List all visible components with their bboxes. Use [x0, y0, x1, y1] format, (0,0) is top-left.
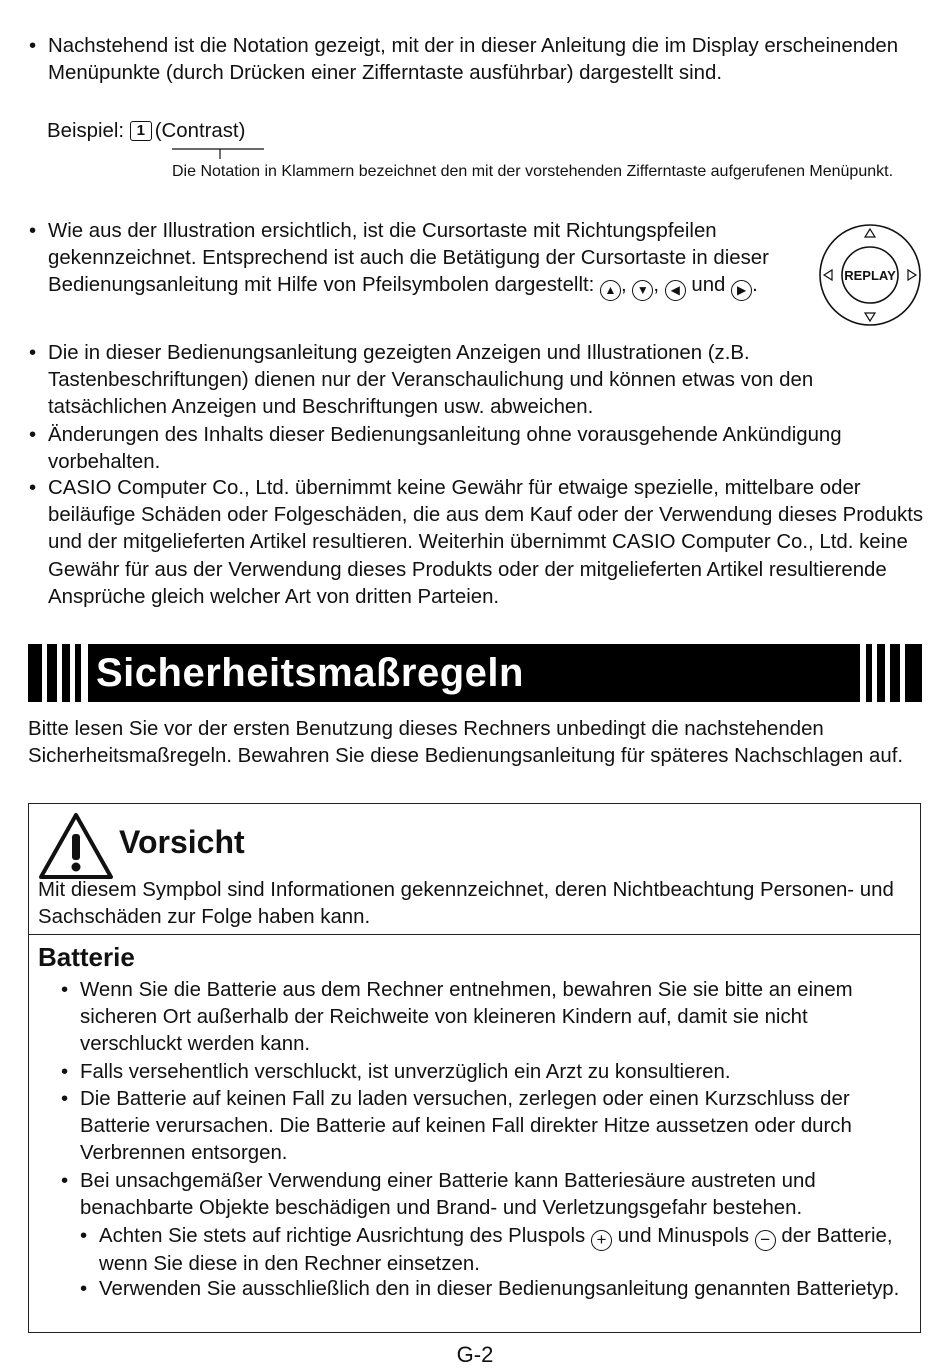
battery-item: • Falls versehentlich verschluckt, ist unverzüglich ein Arzt zu konsultieren.: [61, 1061, 731, 1083]
arrow-down-icon: ▼: [632, 280, 653, 301]
caution-text: Mit diesem Sympbol sind Informationen gekennzeichnet, deren Nichtbeachtung Personen- und Sachschäden zur Folge haben kann.: [38, 879, 894, 929]
battery-item: • Wenn Sie die Batterie aus dem Rechner entnehmen, bewahren Sie sie bitte an einem sicheren Ort außerhalb der Reichweite von kleineren Kindern auf, damit sie nicht verschluckt werden kann.: [61, 979, 853, 1056]
arrow-left-icon: ◀: [665, 280, 686, 301]
battery-item: • Die Batterie auf keinen Fall zu laden versuchen, zerlegen oder einen Kurzschluss der Batterie verursachen. Die Batterie auf keinen Fall direkter Hitze aussetzen oder durch Verbrennen entsorgen.: [61, 1088, 852, 1165]
bullet-display: [29, 340, 909, 422]
caution-title: Vorsicht: [119, 824, 245, 860]
notation-bracket-icon: [170, 145, 270, 161]
bullet-liability: [29, 475, 929, 611]
example-label: Beispiel:: [47, 120, 125, 142]
example-note: Die Notation in Klammern bezeichnet den mit der vorstehenden Zifferntaste aufgerufenen Menüpunkt.: [172, 163, 894, 180]
notation-bullet: [29, 33, 909, 87]
replay-label: REPLAY: [844, 268, 896, 283]
cursor-text: Wie aus der Illustration ersichtlich, ist die Cursortaste mit Richtungspfeilen gekennzeichnet. Entsprechend ist auch die Betätigung der Cursortaste in dieser Bedienungsanleitung mit Hilfe von Pfeilsymbolen dargestellt:: [48, 220, 769, 297]
section-title-block: [88, 644, 860, 702]
battery-subitem: • Verwenden Sie ausschließlich den in dieser Bedienungsanleitung genannten Batterietyp.: [80, 1278, 900, 1300]
bullet-dot: •: [29, 477, 37, 499]
caution-divider: [29, 934, 920, 935]
plus-pole-icon: +: [591, 1230, 612, 1251]
bullet-text: CASIO Computer Co., Ltd. übernimmt keine Gewähr für etwaige spezielle, mittelbare oder beiläufige Schäden oder Folgeschäden, die aus dem Kauf oder der Verwendung dieses Produkts und der mitgelieferten Artikel resultieren. Weiterhin übernimmt CASIO Computer Co., Ltd. keine Gewähr für aus der Verwendung dieses Produkts oder der mitgelieferten Artikel resultierende Ansprüche gleich welcher Art von dritten Parteien.: [48, 477, 924, 608]
arrow-right-icon: ▶: [731, 280, 752, 301]
warning-triangle-icon: [38, 812, 114, 880]
bullet-dot: •: [29, 342, 37, 364]
cursor-und: und: [691, 274, 726, 297]
example-item: (Contrast): [154, 120, 246, 142]
bullet-changes: [29, 422, 929, 476]
caution-box: [28, 803, 921, 1333]
replay-key-icon: [818, 223, 922, 327]
bullet-dot: •: [29, 220, 37, 242]
battery-heading: Batterie: [38, 942, 135, 972]
battery-item: • Bei unsachgemäßer Verwendung einer Batterie kann Batteriesäure austreten und benachbarte Objekte beschädigen und Brand- und Verletzungsgefahr bestehen.: [61, 1170, 816, 1220]
minus-pole-icon: −: [755, 1230, 776, 1251]
bullet-text: Änderungen des Inhalts dieser Bedienungsanleitung ohne vorausgehende Ankündigung vorbehalten.: [48, 424, 842, 474]
page-number: G-2: [456, 1342, 494, 1367]
section-banner: [28, 644, 922, 702]
section-title: Sicherheitsmaßregeln: [96, 651, 524, 695]
example-line: [47, 118, 245, 145]
cursor-bullet: • Wie aus der Illustration ersichtlich, ist die Cursortaste mit Richtungspfeilen gekennzeichnet. Entsprechend ist auch die Betätigung der Cursortaste in dieser Bedienungsanleitung mit Hilfe von Pfeilsymbolen dargestellt: ▲ , ▼ , ◀ und ▶ .: [29, 218, 799, 301]
key-1-icon: 1: [130, 121, 152, 141]
bullet-dot: •: [29, 424, 37, 446]
section-intro: Bitte lesen Sie vor der ersten Benutzung dieses Rechners unbedingt die nachstehenden Sicherheitsmaßregeln. Bewahren Sie diese Bedienungsanleitung für späteres Nachschlagen auf.: [28, 718, 904, 768]
bullet-dot: •: [29, 35, 37, 57]
battery-subitem: • Achten Sie stets auf richtige Ausrichtung des Pluspols + und Minuspols − der Batterie, wenn Sie diese in den Rechner einsetzen.: [80, 1225, 893, 1275]
bullet-text: Die in dieser Bedienungsanleitung gezeigten Anzeigen und Illustrationen (z.B. Tastenbeschriftungen) dienen nur der Veranschaulichung und können etwas von den tatsächlichen Anzeigen und Beschriftungen usw. abweichen.: [48, 342, 814, 419]
arrow-up-icon: ▲: [600, 280, 621, 301]
notation-text: Nachstehend ist die Notation gezeigt, mit der in dieser Anleitung die im Display erscheinenden Menüpunkte (durch Drücken einer Zifferntaste ausführbar) dargestellt sind.: [48, 35, 899, 85]
